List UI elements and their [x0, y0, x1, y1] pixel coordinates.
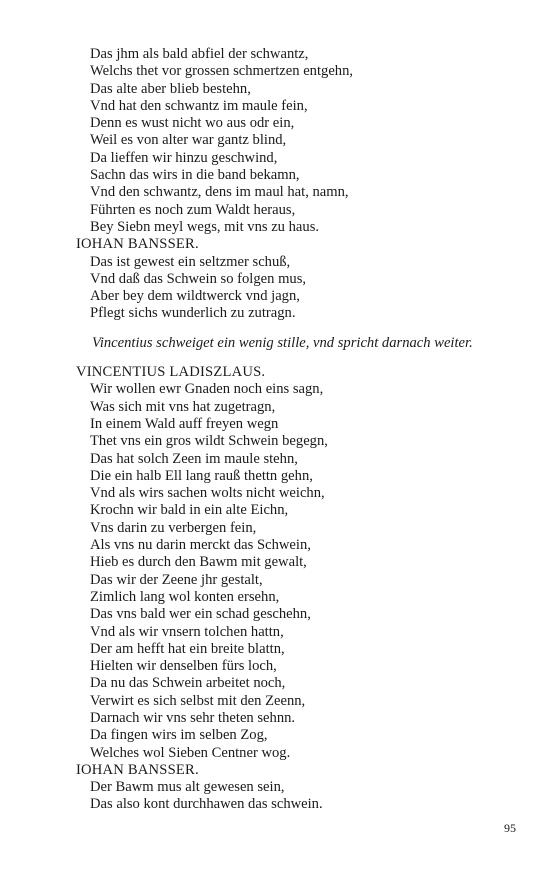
verse-line: Aber bey dem wildtwerck vnd jagn, [90, 288, 300, 305]
verse-line: Der am hefft hat ein breite blattn, [90, 640, 285, 657]
verse-line: Führten es noch zum Waldt heraus, [90, 201, 296, 218]
verse-line: Vnd den schwantz, dens im maul hat, namn, [90, 184, 349, 201]
verse-line: Da nu das Schwein arbeitet noch, [90, 675, 286, 692]
verse-block-4 [76, 779, 526, 814]
verse-line: Darnach wir vns sehr theten sehnn. [90, 709, 296, 726]
verse-line: Das wir der Zeene jhr gestalt, [90, 571, 263, 588]
verse-line: Da fingen wirs im selben Zog, [90, 727, 268, 744]
verse-line: Das also kont durchhawen das schwein. [90, 796, 323, 813]
stage-direction: Vincentius schweiget ein wenig stille, vnd spricht darnach weiter. [92, 334, 473, 351]
verse-line: Zimlich lang wol konten ersehn, [90, 588, 280, 605]
verse-line: Hieb es durch den Bawm mit gewalt, [90, 554, 307, 571]
verse-line: Denn es wust nicht wo aus odr ein, [90, 115, 295, 132]
speaker-name: VINCENTIUS LADISZLAUS. [76, 364, 266, 381]
verse-line: Welches wol Sieben Centner wog. [90, 744, 291, 761]
page-number: 95 [504, 821, 516, 835]
verse-block-2 [76, 254, 526, 323]
poem-text [76, 46, 526, 814]
verse-line: Hielten wir denselben fürs loch, [90, 658, 277, 675]
verse-line: Krochn wir bald in ein alte Eichn, [90, 502, 289, 519]
verse-line: Bey Siebn meyl wegs, mit vns zu haus. [90, 218, 320, 235]
verse-line: Weil es von alter war gantz blind, [90, 132, 287, 149]
speaker-name: IOHAN BANSSER. [76, 761, 199, 778]
verse-line: Als vns nu darin merckt das Schwein, [90, 537, 311, 554]
verse-line: Sachn das wirs in die band bekamn, [90, 167, 300, 184]
verse-line: Der Bawm mus alt gewesen sein, [90, 779, 285, 796]
verse-line: Da lieffen wir hinzu geschwind, [90, 149, 278, 166]
verse-line: Vnd daß das Schwein so folgen mus, [90, 270, 307, 287]
verse-line: Verwirt es sich selbst mit den Zeenn, [90, 692, 306, 709]
verse-line: Welchs thet vor grossen schmertzen entgehn, [90, 63, 354, 80]
verse-line: Was sich mit vns hat zugetragn, [90, 398, 276, 415]
verse-line: Das hat solch Zeen im maule stehn, [90, 450, 298, 467]
verse-line: Wir wollen ewr Gnaden noch eins sagn, [90, 381, 324, 398]
verse-line: Vnd als wir vnsern tolchen hattn, [90, 623, 284, 640]
speaker-name: IOHAN BANSSER. [76, 236, 199, 253]
verse-line: Die ein halb Ell lang rauß thettn gehn, [90, 467, 313, 484]
verse-line: Das jhm als bald abfiel der schwantz, [90, 46, 309, 62]
verse-block-1 [76, 46, 526, 236]
verse-line: In einem Wald auff freyen wegn [90, 415, 279, 432]
verse-line: Thet vns ein gros wildt Schwein begegn, [90, 433, 328, 450]
verse-line: Vnd als wirs sachen wolts nicht weichn, [90, 485, 325, 502]
verse-line: Das ist gewest ein seltzmer schuß, [90, 253, 291, 270]
verse-block-3 [76, 381, 526, 762]
verse-line: Vnd hat den schwantz im maule fein, [90, 97, 308, 114]
verse-line: Vns darin zu verbergen fein, [90, 519, 257, 536]
verse-line: Das vns bald wer ein schad geschehn, [90, 606, 311, 623]
verse-line: Das alte aber blieb bestehn, [90, 80, 251, 97]
verse-line: Pflegt sichs wunderlich zu zutragn. [90, 305, 296, 322]
